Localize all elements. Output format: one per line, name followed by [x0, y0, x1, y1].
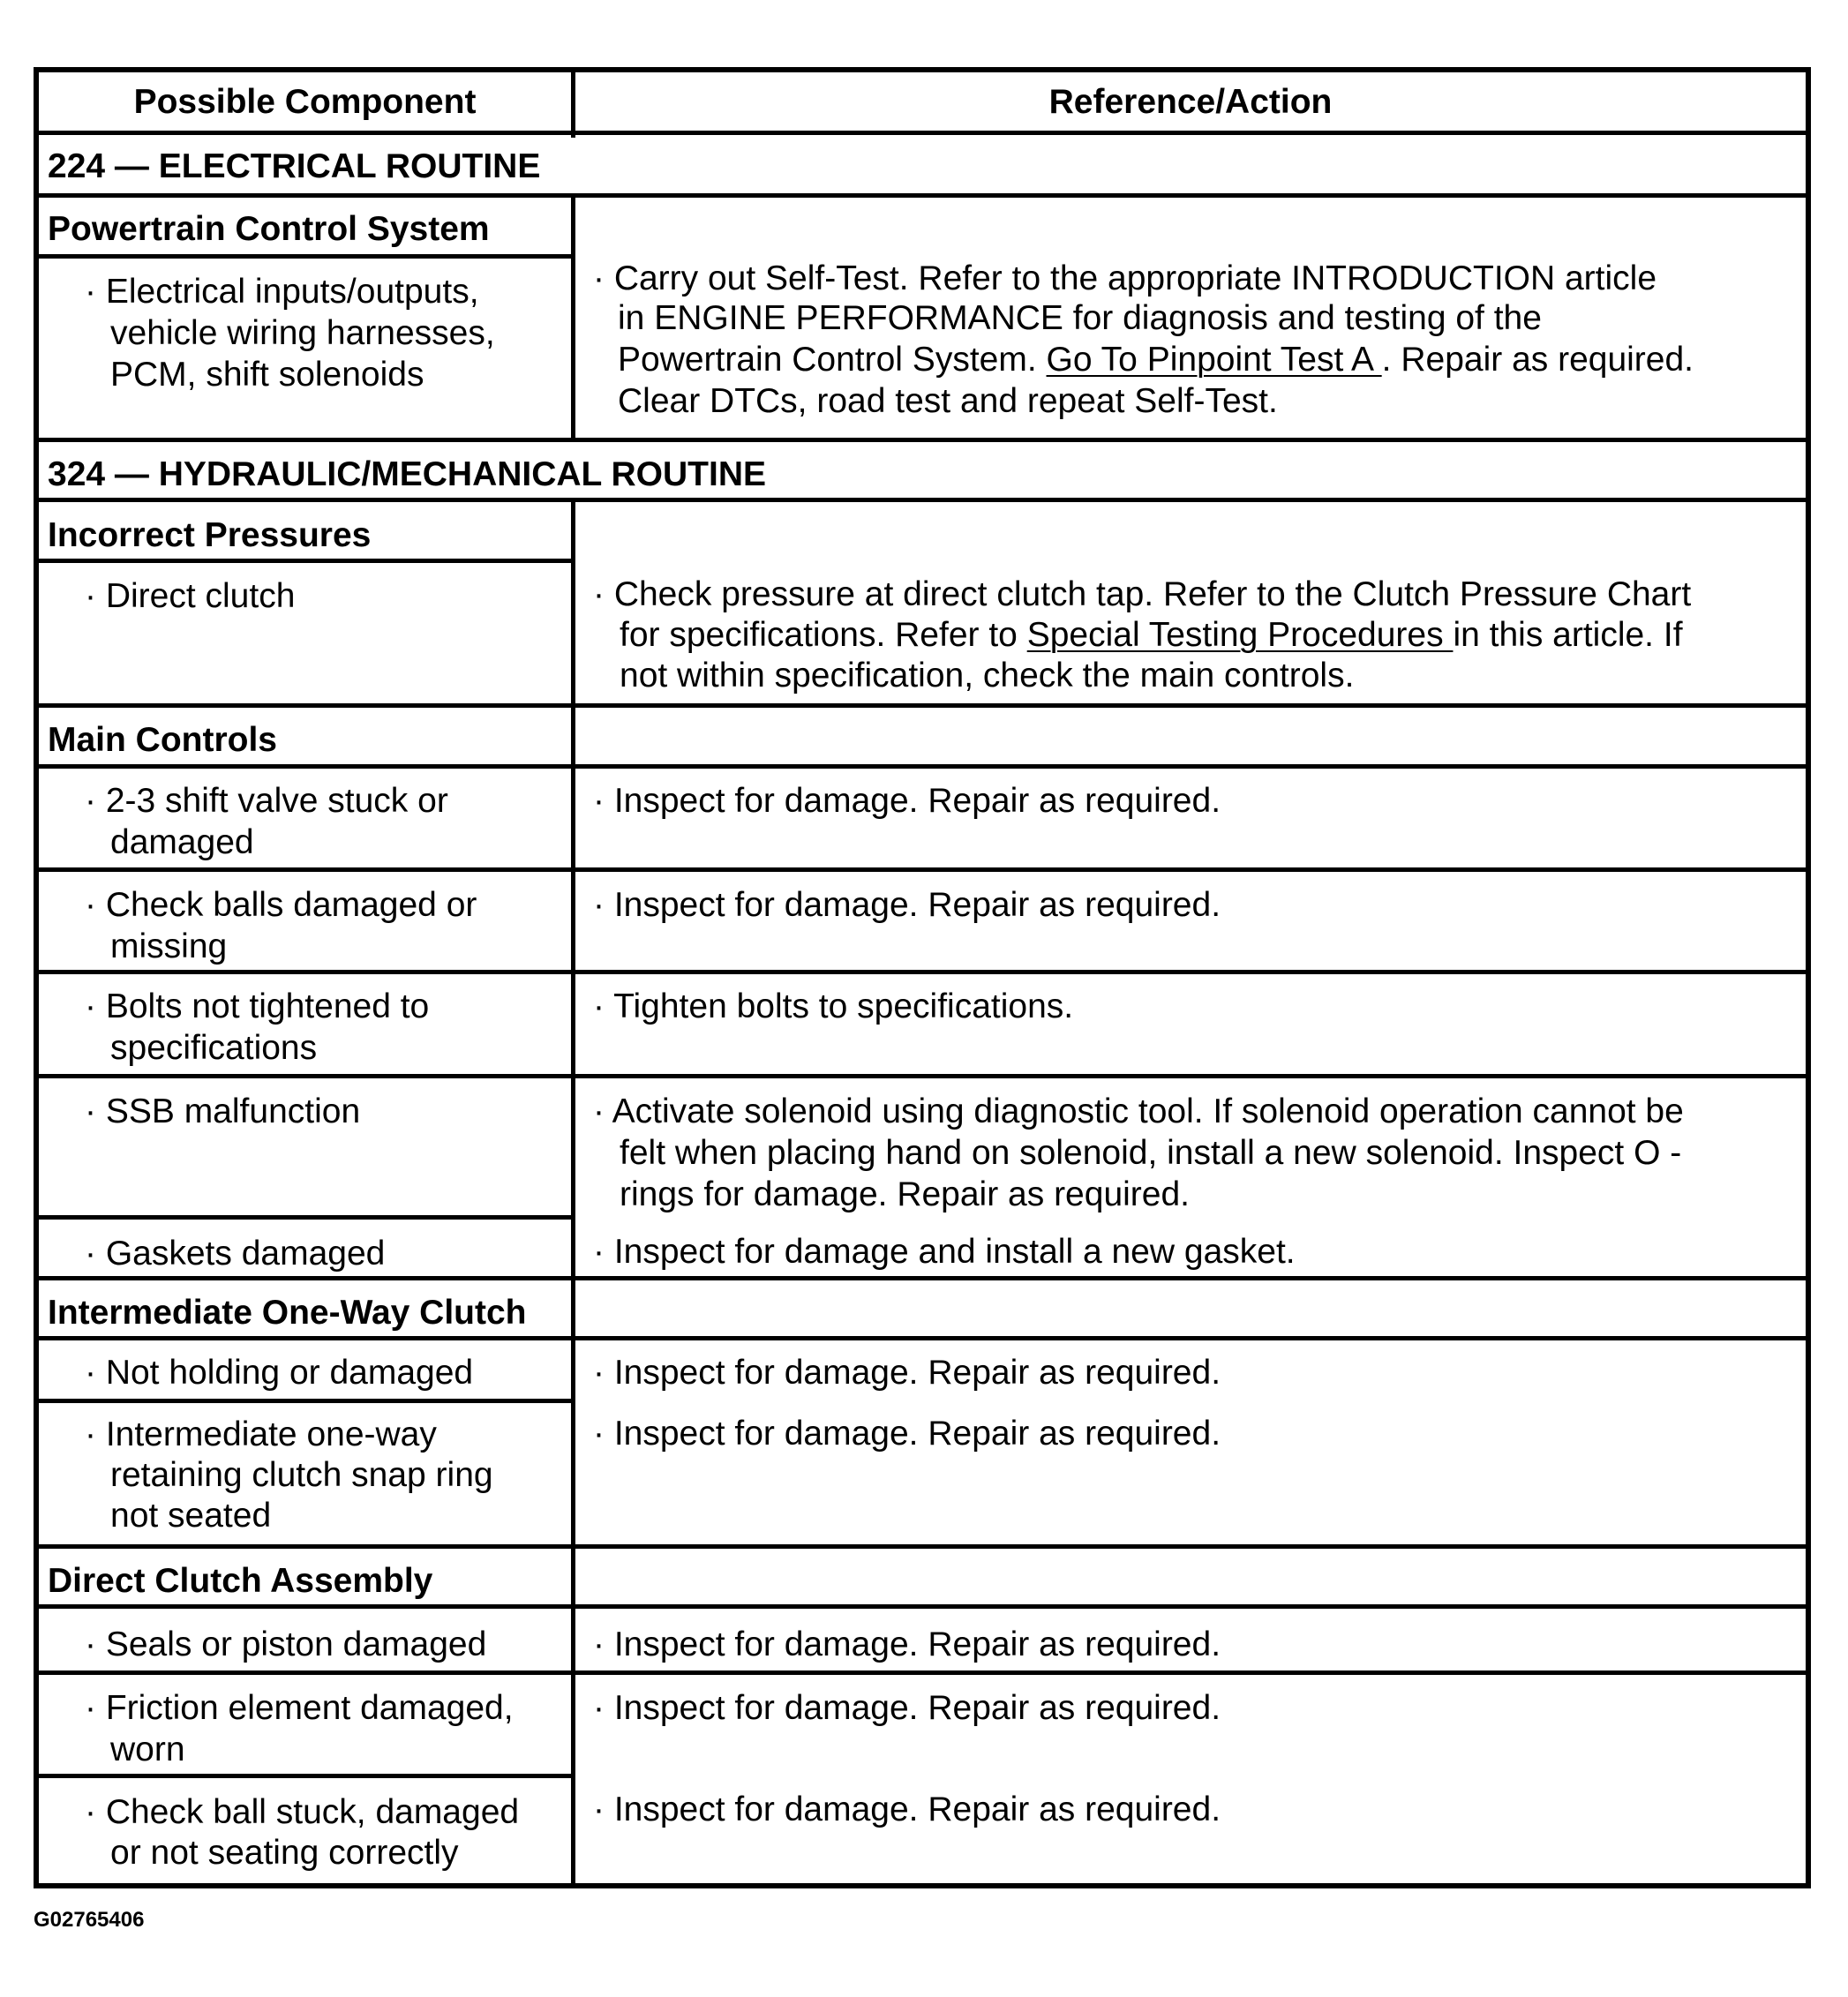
figure-id: G02765406 — [34, 1908, 145, 1932]
column-divider — [571, 194, 575, 441]
action-text: · Inspect for damage. Repair as required. — [593, 1625, 1221, 1663]
component-text: · Seals or piston damaged — [85, 1625, 487, 1663]
section-title: 224 — ELECTRICAL ROUTINE — [48, 147, 541, 185]
row-divider — [34, 498, 1811, 502]
action-text: · Check pressure at direct clutch tap. Refer to the Clutch Pressure Chart — [593, 575, 1692, 613]
row-divider — [34, 1336, 1811, 1340]
component-text: retaining clutch snap ring — [110, 1456, 493, 1494]
action-text: · Inspect for damage and install a new gasket. — [593, 1233, 1296, 1271]
component-text: or not seating correctly — [110, 1834, 459, 1872]
column-divider — [571, 499, 575, 1888]
row-divider — [34, 764, 1811, 769]
component-text: · Gaskets damaged — [85, 1235, 386, 1273]
component-text: · SSB malfunction — [85, 1092, 361, 1130]
component-text: damaged — [110, 823, 254, 861]
action-text: Clear DTCs, road test and repeat Self-Test. — [618, 382, 1278, 420]
action-text: · Inspect for damage. Repair as required. — [593, 1689, 1221, 1727]
component-text: · Bolts not tightened to — [85, 987, 430, 1025]
action-text: · Carry out Self-Test. Refer to the appropriate INTRODUCTION article — [593, 259, 1657, 297]
group-title: Main Controls — [48, 721, 277, 759]
pinpoint-test-a-link[interactable]: Go To Pinpoint Test A — [1046, 341, 1382, 379]
action-text: · Inspect for damage. Repair as required. — [593, 1415, 1221, 1453]
row-divider — [34, 438, 1811, 442]
row-divider — [34, 867, 1811, 872]
component-text: vehicle wiring harnesses, — [110, 314, 495, 352]
row-divider — [34, 559, 574, 563]
group-title: Powertrain Control System — [48, 210, 490, 248]
special-testing-procedures-link[interactable]: Special Testing Procedures — [1026, 616, 1454, 654]
action-text: · Inspect for damage. Repair as required. — [593, 1791, 1221, 1828]
header-possible-component: Possible Component — [133, 83, 477, 121]
action-text: · Tighten bolts to specifications. — [593, 987, 1074, 1025]
row-divider — [34, 1074, 1811, 1078]
action-text: · Inspect for damage. Repair as required. — [593, 1354, 1221, 1392]
action-text-part: . Repair as required. — [1381, 341, 1694, 379]
component-text: PCM, shift solenoids — [110, 356, 424, 394]
action-text-part: in this article. If — [1453, 616, 1683, 654]
header-reference-action: Reference/Action — [1048, 83, 1333, 121]
action-text: · Inspect for damage. Repair as required. — [593, 782, 1221, 820]
group-title: Incorrect Pressures — [48, 516, 372, 554]
action-text — [620, 614, 1683, 656]
action-text: rings for damage. Repair as required. — [620, 1175, 1190, 1213]
row-divider — [34, 193, 1811, 198]
row-divider — [34, 1670, 1811, 1675]
row-divider — [34, 254, 574, 259]
component-text: · Check ball stuck, damaged — [85, 1793, 520, 1831]
action-text: · Inspect for damage. Repair as required. — [593, 886, 1221, 924]
component-text: not seated — [110, 1497, 272, 1535]
component-text: worn — [110, 1730, 185, 1768]
action-text: · Activate solenoid using diagnostic tool. If solenoid operation cannot be — [593, 1092, 1684, 1130]
section-title: 324 — HYDRAULIC/MECHANICAL ROUTINE — [48, 455, 767, 493]
component-text: · Intermediate one-way — [85, 1415, 437, 1453]
row-divider — [34, 1399, 574, 1403]
component-text: missing — [110, 927, 228, 965]
row-divider — [34, 703, 1811, 708]
action-text — [618, 339, 1694, 380]
action-text: not within specification, check the main controls. — [620, 657, 1355, 694]
component-text: · Friction element damaged, — [85, 1689, 514, 1727]
action-text-part: for specifications. Refer to — [620, 616, 1027, 654]
group-title: Intermediate One-Way Clutch — [48, 1294, 527, 1332]
component-text: · 2-3 shift valve stuck or — [85, 782, 448, 820]
component-text: · Direct clutch — [85, 577, 296, 615]
row-divider — [34, 1276, 1811, 1280]
group-title: Direct Clutch Assembly — [48, 1562, 433, 1600]
row-divider — [34, 1774, 574, 1778]
component-text: · Check balls damaged or — [85, 886, 477, 924]
component-text: · Electrical inputs/outputs, — [85, 273, 479, 311]
row-divider — [34, 970, 1811, 974]
row-divider — [34, 1544, 1811, 1549]
action-text-part: Powertrain Control System. — [618, 341, 1047, 379]
action-text: in ENGINE PERFORMANCE for diagnosis and testing of the — [618, 299, 1542, 337]
action-text: felt when placing hand on solenoid, install a new solenoid. Inspect O - — [620, 1134, 1682, 1172]
row-divider — [34, 1215, 574, 1220]
component-text: specifications — [110, 1029, 318, 1067]
row-divider — [34, 131, 1811, 135]
row-divider — [34, 1604, 1811, 1609]
component-text: · Not holding or damaged — [85, 1354, 474, 1392]
